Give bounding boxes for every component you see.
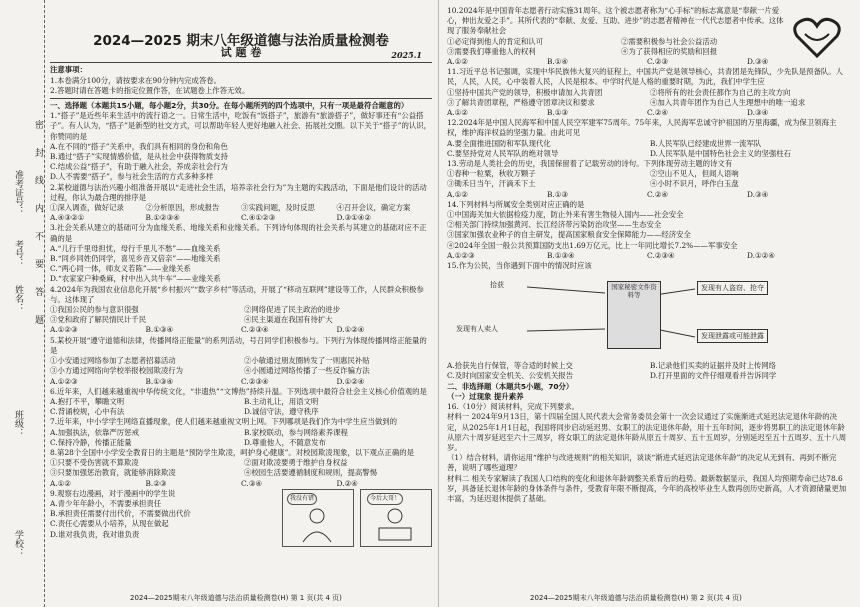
option: D.③①④② (336, 213, 372, 223)
item: ①中国海关加大依据检疫力度，防止外来有害生物侵入国内——社会安全 (447, 210, 684, 220)
question-12: 12.2024年是中国人民海军和中国人民空军建军75周年。75年来，人民海军忠诚守护祖国的万里海疆，成为保卫领海主权，维护海洋权益的坚强力量。由此可见 (447, 118, 837, 138)
item: ③小方通过网络向学校举报校园欺凌行为 (50, 366, 184, 376)
cartoon-panel (360, 489, 432, 547)
speech-bubble: 今后大哥！ (367, 493, 403, 505)
item: ①小安通过网络参加了志愿者招募活动 (50, 356, 176, 366)
page-divider (438, 0, 439, 607)
flow-label: 发现泄露或可能泄露 (697, 329, 768, 343)
material-2: 材料二 相关专家解读了我国人口结构的变化和退休年龄调整关系背后的趋势。最新数据显示，我国人均预期寿命已达78.6岁，具备延长退休年龄的身体条件与条件，受教育年限不断提高，今年的高校毕业生人数再创历史新高，人才资源储量更加丰富，为延迟退休提供了基础。 (447, 473, 847, 503)
option: B.通过“搭子”实现情感价值，是从社会中获得物质支持 (50, 152, 228, 162)
option: B.主动礼让，用语文明 (244, 396, 319, 406)
item: ④召开会议，确定方案 (336, 203, 411, 213)
seal-line-text: 密 封 线 内 不 要 答 题 (33, 120, 43, 333)
exam-date: 2025.1 (391, 50, 422, 61)
option: B.①③④ (145, 325, 174, 335)
item: ④2024年全国一般公共预算国防支出1.69万亿元，比上一年同比增长7.2%——军事安全 (447, 240, 738, 250)
option: C.②④ (647, 108, 668, 118)
option: C.②③④ (241, 376, 269, 386)
item: ①深入调查，做好记录 (50, 203, 124, 213)
question-1: 1.“搭子”是近些年来生活中的流行语之一。日常生活中，吃饭有“饭搭子”，旅游有“旅游搭子”，做好事还有“公益搭子”。有人认为，“搭子”是新型的社交方式，可以帮助年轻人更好地融入社会、拓展社交圈。以下关于“搭子”的认识，你赞同的是 (50, 111, 432, 141)
option: B.①③④ (145, 376, 174, 386)
option: A.①②③ (50, 376, 78, 386)
option: B.①②③④ (145, 213, 180, 223)
option: C.④①②③ (241, 213, 276, 223)
part-heading: （一）过现象 提升素养 (447, 391, 524, 401)
item: ②需要积极参与社会公益活动 (621, 36, 718, 46)
speech-bubble: 我没有错 (287, 493, 317, 505)
option: B.①③④ (547, 250, 575, 260)
question-15: 15.作为公民，当你遇到下面中的情况时应该 (447, 261, 592, 271)
option: C.“两心同一体，师友义若陈”——业缘关系 (50, 264, 191, 274)
section-heading: 一、选择题（本题共15小题，每小题2分，共30分。在每小题所列的四个选项中，只有一项是最符合题意的） (50, 101, 409, 111)
item: ③了解共青团章程，严格遵守团章决议和要求 (447, 97, 595, 107)
item: ③党和政府了解民情民计千民 (50, 315, 147, 325)
notice-block (50, 62, 432, 99)
item: ③锄禾日当午，汗滴禾下土 (447, 179, 536, 189)
question-8: 8.第28个全国中小学安全教育日的主题是“预防学生欺凌，呵护身心健康”。对校园欺凌现象，以下观点正确的是 (50, 447, 414, 457)
exam-title: 2024—2025 期末八年级道德与法治质量检测卷 (93, 33, 389, 49)
material-1: 材料一 2024年9月13日，第十四届全国人民代表大会常务委员会第十一次会议通过了实施渐进式延迟法定退休年龄的决定，从2025年1月1日起，我国将同步启动延迟男、女职工的法定退休年龄，用十五年时间，逐步将男职工的法定退休年龄从原六十周岁延迟至六十三周岁，将女职工的法定退休年龄从原五十周岁、五十五周岁，分别延迟至五十五周岁、五十八周岁。 (447, 412, 847, 452)
item: ④校园生活要遵循制度和规则，提高警惕 (244, 468, 378, 478)
item: ④加入共青年团作为自己人生理想中的唯一追求 (650, 97, 806, 107)
option: D.③④ (747, 57, 769, 67)
binding-strip (6, 0, 45, 607)
material-1-question: （1）结合材料，请你运用“维护与改进规则”的相关知识，谈谈“渐进式延迟法定退休年龄”的决定从无到有、再到不断完善，说明了哪些道理？ (447, 453, 837, 473)
option: C.背诵校规，心中有法 (50, 407, 125, 417)
item: ③国家加强农业种子的自主研发，提高国家粮食安全保障能力——经济安全 (447, 230, 691, 240)
question-6: 6.近年来，人们越来越重视中华传统文化，“非遗热”“文博热”持续升温。下列选项中最符合社会主义核心价值观的是 (50, 386, 427, 396)
item: ②空山不见人，但闻人语响 (650, 169, 739, 179)
item: ②小敏通过朋友圈转发了一则惠民补贴 (244, 356, 370, 366)
option: C.②③④ (647, 250, 675, 260)
option: A.拾获先自行保管，等合适的时候上交 (447, 361, 573, 371)
option: A.①② (447, 108, 468, 118)
option: D.①②④ (336, 376, 365, 386)
option: D.“农家家户种桑麻，村中出入共牛车”——业缘关系 (50, 274, 221, 284)
notice-line: 2.答题时请在答题卡的指定位置作答，在试题卷上作答无效。 (50, 85, 250, 95)
option: B.“同乡同姓仍同学，喜见乡音又倍亲”——地缘关系 (50, 254, 221, 264)
option: C.②④ (647, 189, 668, 199)
notice-heading: 注意事项： (50, 65, 87, 75)
flow-diagram (447, 273, 847, 359)
option: D.②④ (336, 478, 358, 488)
question-14: 14.下列材料与所属安全类别对应正确的是 (447, 199, 585, 209)
item: ②分析原因，形成报告 (145, 203, 220, 213)
item: ③需要我们尊重他人的权利 (447, 46, 536, 56)
ticket-no-label: 准考证号： (13, 170, 23, 215)
option: D.谁对我负责，我对谁负责 (50, 529, 140, 539)
school-label: 学校： (13, 530, 23, 557)
page-footer: 2024—2025期末八年级道德与法治质量检测卷(H) 第 1 页(共 4 页) (130, 594, 342, 602)
question-9: 9.观察右边漫画，对于漫画中的学生说 (50, 488, 176, 498)
option: A.①②③ (50, 325, 78, 335)
flow-label: 拾获 (487, 279, 507, 291)
item: ④为了获得相应的奖励和回报 (621, 46, 718, 56)
cartoon-figure-icon (283, 504, 351, 544)
option: A.加强执法，依靠严厉惩戒 (50, 427, 139, 437)
option: B.②③ (145, 478, 167, 488)
option: C.要坚持党对人民军队的绝对领导 (447, 148, 559, 158)
option: D.人民军队是中国特色社会主义的坚强柱石 (650, 148, 792, 158)
option: C.及时向国家安全机关、公安机关报告 (447, 371, 573, 381)
option: C.②③④ (241, 325, 269, 335)
option: D.人不需要“搭子”，参与社会生活的方式多种多样 (50, 172, 214, 182)
option: D.③④ (747, 108, 769, 118)
question-3: 3.社会关系从建立的基础可分为血缘关系、地缘关系和业缘关系。下列诗句体现的社会关系与其建立的基础对应不正确的是 (50, 223, 427, 243)
cartoon-figure-icon (361, 504, 429, 544)
option: D.③④ (747, 189, 769, 199)
option: A.①② (447, 57, 468, 67)
question-10: 10.2024年是中国青年志愿者行动实施31周年。这个被志愿者称为“心手标”的标志寓意是“奉献一片爱心，伸出友爱之手”。其所代表的“奉献、友爱、互助、进步”的志愿者精神在一代代志愿者中传承。这体现了服务奉献社会 (447, 6, 784, 36)
option: A.青少年年龄小，不需要承担责任 (50, 498, 162, 508)
question-11: 11.习近平总书记强调，实现中华民族伟大复兴的征程上，中国共产党是领导核心，共青团是先锋队，少先队是预备队。人民，人民，人民，心中装着人民，人民是根本。中学时代是人格的重要时期，为此，我们中学生应 (447, 67, 844, 87)
item: ④小圆通过网络传播了一些反诈骗方法 (244, 366, 370, 376)
option: A.要全面推进国防和军队现代化 (447, 138, 551, 148)
item: ①春种一粒粟，秋收万颗子 (447, 169, 536, 179)
item: ②将所有的社会责任都作为自己的主攻方向 (650, 87, 791, 97)
option: D.①②④ (747, 250, 775, 260)
flow-label: 发现有人盗窃、抢夺 (697, 281, 768, 295)
option: B.家校联动，参与网络素养课程 (244, 427, 348, 437)
option: A.①② (447, 189, 468, 199)
option: C.③④ (241, 478, 262, 488)
item: ③实践问题，及时反思 (241, 203, 315, 213)
item: ①我国公民的参与意识很强 (50, 305, 139, 315)
option: A.在不同的“搭子”关系中，我们具有相同的身份和角色 (50, 141, 228, 151)
option: A.④③②① (50, 213, 85, 223)
question-2: 2.某校道德与法治兴趣小组准备开展以“走进社会生活，培养亲社会行为”为主题的实践活动，下面是他们设计的活动过程，你认为最合理的排序是 (50, 182, 427, 202)
option: A.“儿行千里母担忧，母行千里儿不愁”——血缘关系 (50, 243, 221, 253)
flow-center-box: 国家秘密文件资料等 (607, 281, 661, 349)
option: A.抱打不平，攀瞻文明 (50, 396, 125, 406)
cartoon-panel (282, 489, 354, 547)
option: B.记录他们买卖的证据并及时上传网络 (650, 361, 777, 371)
option: C.保持冷静，传播正能量 (50, 437, 132, 447)
volunteer-heart-logo-icon (791, 16, 843, 60)
option: D.尊重他人，不随意发布 (244, 437, 326, 447)
page-footer: 2024—2025期末八年级道德与法治质量检测卷(H) 第 2 页(共 4 页) (530, 594, 742, 602)
notice-line: 1.本卷满分100分，请按要求在90分钟内完成答卷。 (50, 75, 221, 85)
flow-label: 发现有人卖人 (453, 323, 501, 335)
item: ①必定得到他人的肯定和认可 (447, 36, 544, 46)
option: D.打开里面的文件仔细观看并告诉同学 (650, 371, 777, 381)
option: D.诚信守法，遵守秩序 (244, 407, 319, 417)
item: ③只要加强惩治教育，就能够消除欺凌 (50, 468, 176, 478)
option: A.①② (50, 478, 71, 488)
question-7: 7.近年来，中小学学生网络直播现象，使人们越来越重视文明上网。下列哪项是我们作为中学生应当做到的 (50, 417, 398, 427)
option: C.责任心需要从小培养，从现在做起 (50, 519, 169, 529)
exam-subtitle: 试 题 卷 2025.1 (220, 46, 422, 61)
item: ②面对欺凌要勇于维护自身权益 (244, 458, 348, 468)
option: B.①④ (547, 57, 569, 67)
option: B.人民军队已经建成世界一流军队 (650, 138, 762, 148)
question-16: 16.（10分）阅读材料，完成下列要求。 (447, 402, 580, 412)
question-4: 4.2024年为我国农业信息化开展“乡村振兴”“数字乡村”等活动，开展了“移动互联网”建设等工作，人民群众积极参与。这体现了 (50, 284, 424, 304)
question-5: 5.某校开展“遵守道德和法律，传播网络正能量”的系列活动，号召同学们积极参与。下列行为体现传播网络正能量的是 (50, 335, 427, 355)
option: D.①②④ (336, 325, 365, 335)
question-13: 13.劳动是人类社会的历史，我国保留着了记载劳动的诗句。下列体现劳动主题的诗文有 (447, 159, 733, 169)
option: A.①②③ (447, 250, 475, 260)
exam-no-label: 考号： (13, 240, 23, 267)
class-label: 班级： (13, 410, 23, 437)
page-2 (447, 6, 847, 596)
item: ④民主渠道在我国有待扩大 (244, 315, 333, 325)
page-1 (50, 6, 432, 596)
option: C.结成公益“搭子”，有助于融入社会，养成亲社会行为 (50, 162, 228, 172)
item: ②网络促进了民主政治的进步 (244, 305, 341, 315)
name-label: 姓名： (13, 285, 23, 312)
option: B.①③ (547, 189, 569, 199)
option: C.②③ (647, 57, 668, 67)
item: ①只要不受伤害就不算欺凌 (50, 458, 139, 468)
item: ④小时不识月，呼作白玉盘 (650, 179, 739, 189)
option: B.①③ (547, 108, 569, 118)
item: ②相关部门持续加强黄河、长江经济带污染防治攻坚——生态安全 (447, 220, 662, 230)
section-heading: 二、非选择题（本题共5小题，70分） (447, 381, 574, 391)
option: B.承担责任需要付出代价，不需要做出代价 (50, 509, 191, 519)
item: ①坚持中国共产党的领导，积极申请加入共青团 (447, 87, 603, 97)
